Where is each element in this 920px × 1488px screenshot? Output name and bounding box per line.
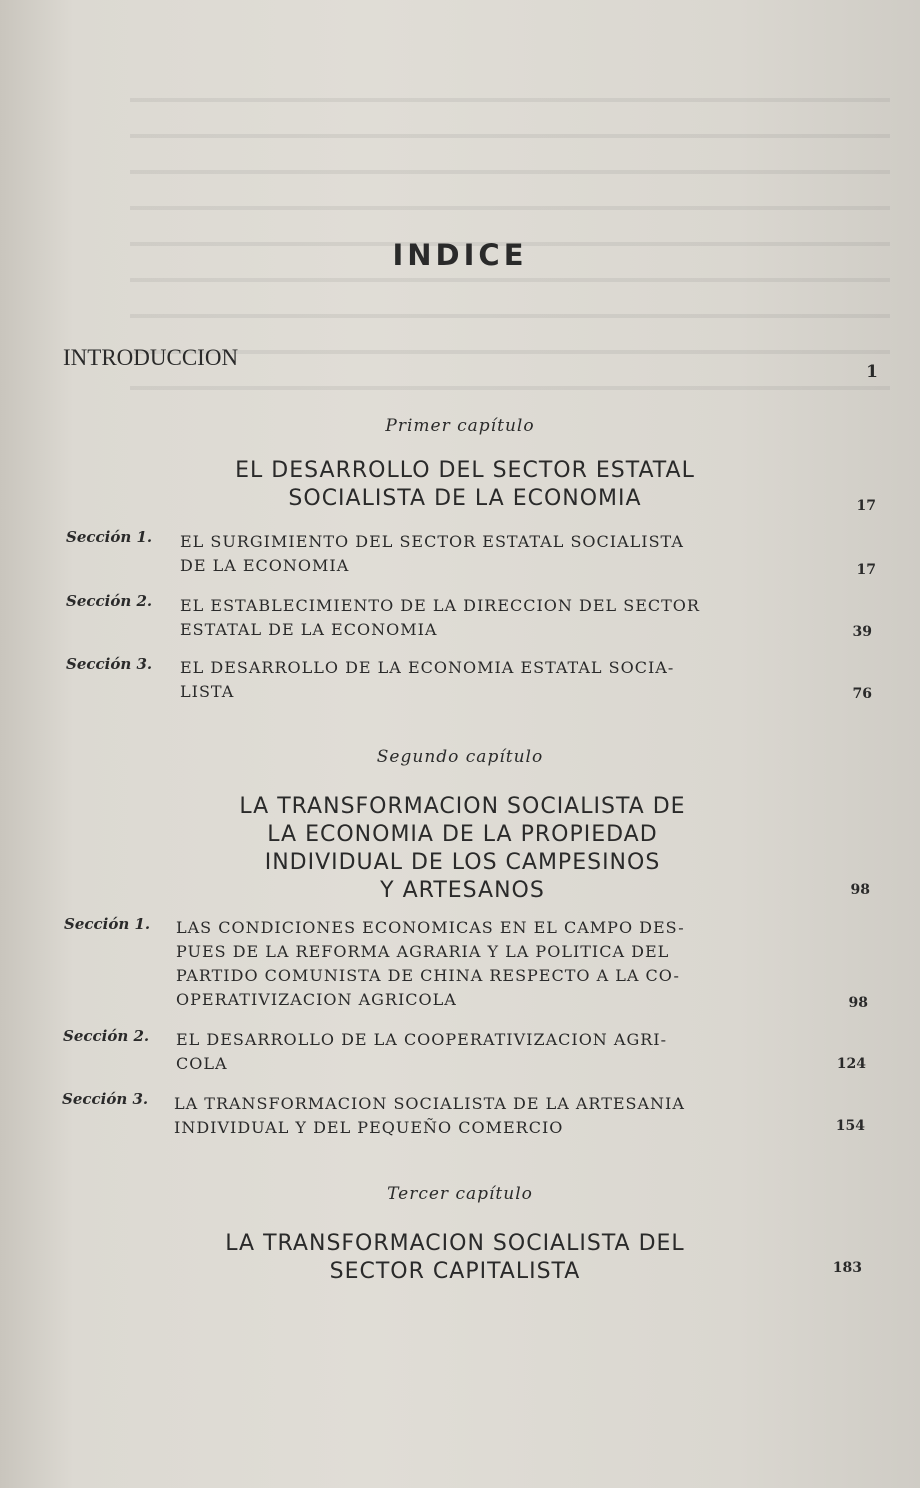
section-line: INDIVIDUAL Y DEL PEQUEÑO COMERCIO (174, 1118, 564, 1137)
chapter-title-line: EL DESARROLLO DEL SECTOR ESTATAL (235, 458, 695, 483)
section-label: Sección 1. (64, 915, 151, 933)
section-line: EL DESARROLLO DE LA ECONOMIA ESTATAL SOCIA- (180, 658, 675, 677)
chapter-2-title (175, 793, 750, 905)
chapter-title-line: LA TRANSFORMACION SOCIALISTA DEL (225, 1231, 685, 1256)
chapter-1-title (180, 457, 750, 513)
section-line: PARTIDO COMUNISTA DE CHINA RESPECTO A LA CO- (176, 966, 680, 985)
introduction-entry: INTRODUCCION (63, 345, 239, 370)
section-page-number: 17 (856, 562, 876, 578)
section-line: OPERATIVIZACION AGRICOLA (176, 990, 457, 1009)
section-label: Sección 2. (66, 592, 153, 610)
section-line: EL DESARROLLO DE LA COOPERATIVIZACION AGRI- (176, 1030, 667, 1049)
section-title (176, 916, 826, 1012)
chapter-3-title (165, 1230, 745, 1286)
page-title: INDICE (392, 238, 528, 272)
section-label: Sección 2. (63, 1027, 150, 1045)
section-page-number: 76 (852, 686, 872, 702)
section-page-number: 39 (852, 624, 872, 640)
introduction-page-number: 1 (866, 362, 878, 382)
section-title (180, 530, 818, 578)
section-page-number: 98 (848, 995, 868, 1011)
section-line: PUES DE LA REFORMA AGRARIA Y LA POLITICA DEL (176, 942, 670, 961)
section-label: Sección 1. (66, 528, 153, 546)
section-line: DE LA ECONOMIA (180, 556, 350, 575)
chapter-title-line: LA TRANSFORMACION SOCIALISTA DE (239, 794, 686, 819)
section-title (174, 1092, 824, 1140)
chapter-title-line: Y ARTESANOS (380, 878, 545, 903)
section-line: LA TRANSFORMACION SOCIALISTA DE LA ARTESANIA (174, 1094, 685, 1113)
chapter-title-line: SOCIALISTA DE LA ECONOMIA (288, 486, 642, 511)
chapter-1-label: Primer capítulo (385, 416, 535, 436)
chapter-title-line: SECTOR CAPITALISTA (329, 1259, 581, 1284)
section-line: EL SURGIMIENTO DEL SECTOR ESTATAL SOCIALISTA (180, 532, 684, 551)
section-title (180, 656, 826, 704)
section-label: Sección 3. (62, 1090, 149, 1108)
section-line: LISTA (180, 682, 235, 701)
section-page-number: 154 (835, 1118, 865, 1134)
chapter-title-line: INDIVIDUAL DE LOS CAMPESINOS (264, 850, 661, 875)
chapter-3-label: Tercer capítulo (387, 1184, 533, 1204)
chapter-2-label: Segundo capítulo (376, 747, 544, 767)
chapter-1-page-number: 17 (856, 498, 876, 514)
chapter-3-page-number: 183 (832, 1260, 862, 1276)
section-line: LAS CONDICIONES ECONOMICAS EN EL CAMPO DES- (176, 918, 685, 937)
section-line: EL ESTABLECIMIENTO DE LA DIRECCION DEL SECTOR (180, 596, 700, 615)
section-line: ESTATAL DE LA ECONOMIA (180, 620, 438, 639)
chapter-title-line: LA ECONOMIA DE LA PROPIEDAD (267, 822, 658, 847)
section-line: COLA (176, 1054, 228, 1073)
section-title (176, 1028, 826, 1076)
section-label: Sección 3. (66, 655, 153, 673)
section-title (180, 594, 826, 642)
chapter-2-page-number: 98 (850, 882, 870, 898)
section-page-number: 124 (836, 1056, 866, 1072)
